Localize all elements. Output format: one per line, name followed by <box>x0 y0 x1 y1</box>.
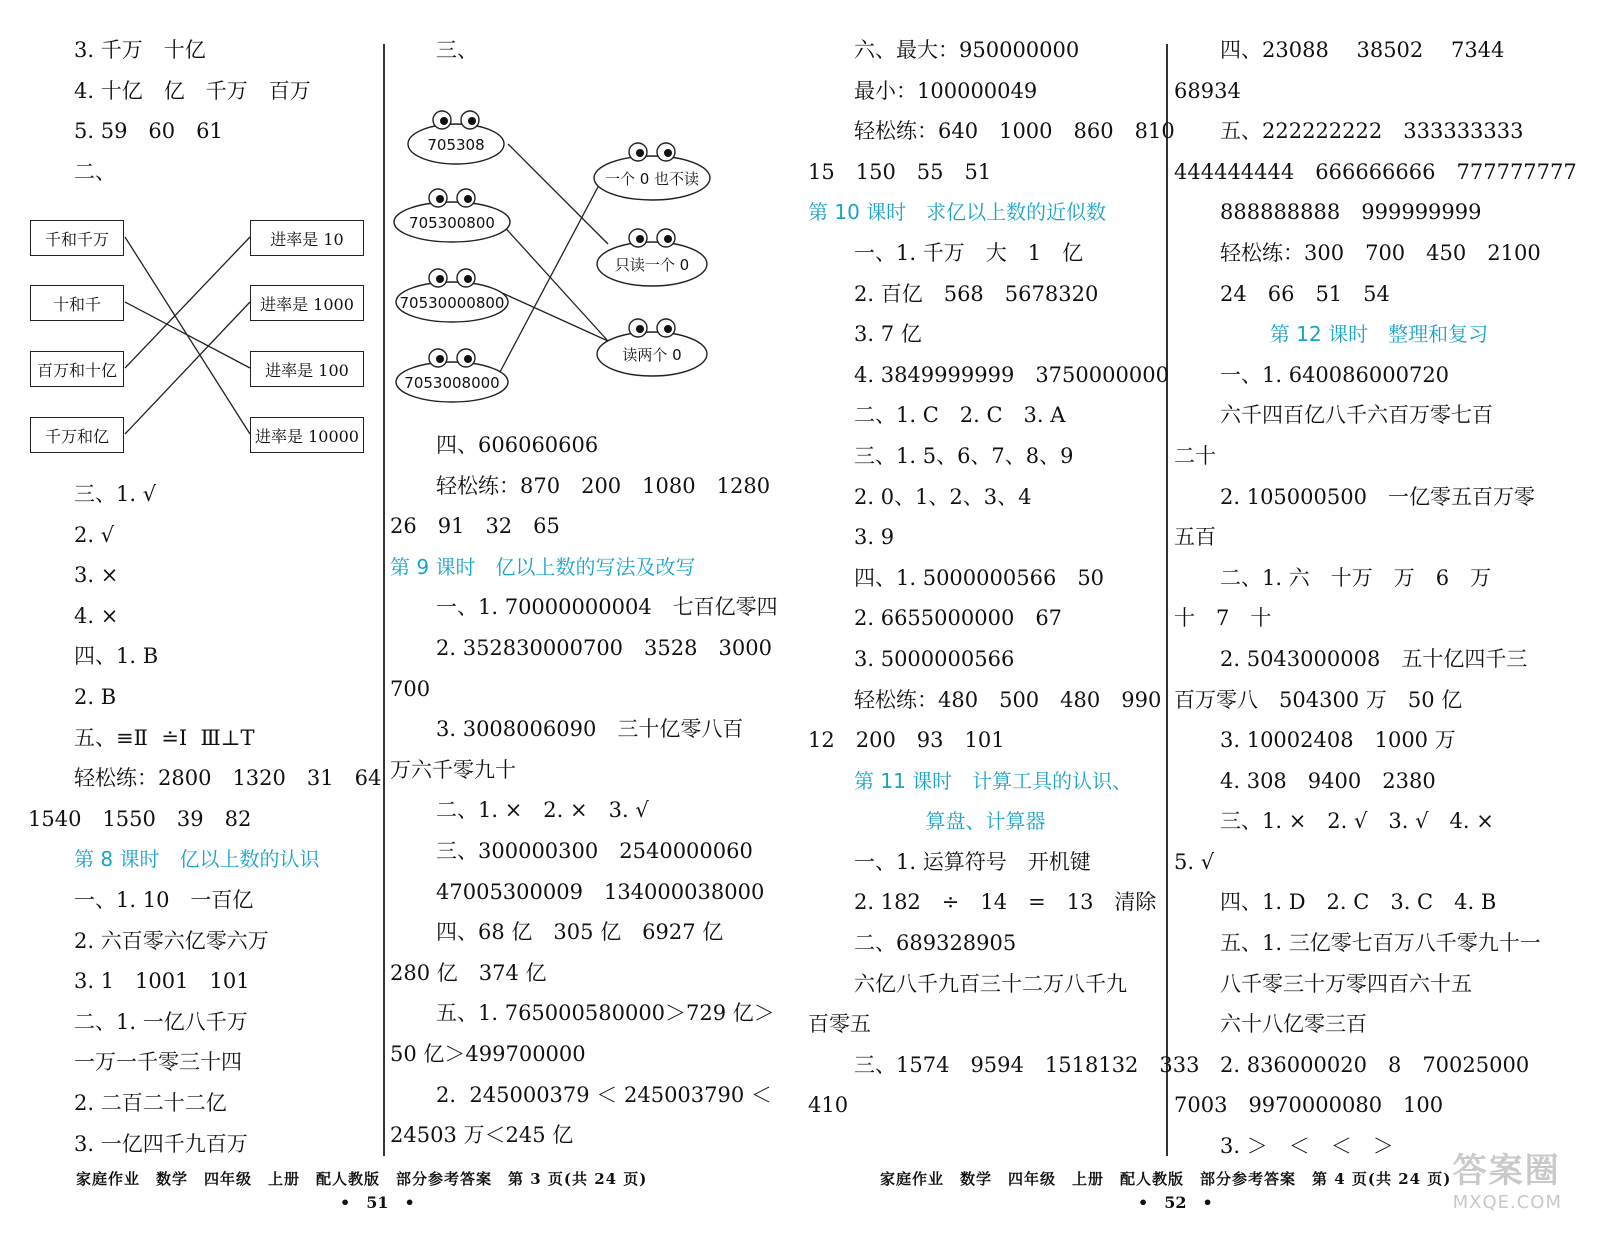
section-heading: 三、 <box>436 38 478 62</box>
answer-line: 三、1574 9594 1518132 333 <box>854 1052 1200 1077</box>
answer-line: 二、1. 一亿八千万 <box>74 1009 248 1034</box>
answer-line: 六、最大：950000000 <box>854 38 1080 62</box>
answer-line: 700 <box>390 676 431 701</box>
answer-line: 410 <box>808 1093 849 1118</box>
answer-line: 7003 9970000080 100 <box>1174 1093 1444 1118</box>
answer-line: 26 91 32 65 <box>390 514 560 539</box>
matching-diagram <box>28 210 373 460</box>
answer-line: 68934 <box>1174 78 1241 103</box>
answer-line: 三、300000300 2540000060 <box>436 838 753 863</box>
answer-line: 2. 二百二十二亿 <box>74 1090 227 1115</box>
answer-line: 2. 245000379 ＜ 245003790 ＜ <box>436 1082 772 1107</box>
answer-line: 二、1. × 2. × 3. √ <box>436 798 649 823</box>
answer-line: 280 亿 374 亿 <box>390 960 547 985</box>
lesson-heading: 第 10 课时 求亿以上数的近似数 <box>808 200 1107 225</box>
matching-right-box: 进率是 100 <box>250 351 364 387</box>
matching-left-box: 十和千 <box>30 285 124 321</box>
column-1-top <box>28 30 378 192</box>
answer-line: 二、1. C 2. C 3. A <box>854 403 1066 428</box>
cloud-label: 读两个 0 <box>622 346 682 364</box>
lesson-heading: 第 11 课时 计算工具的认识、 <box>854 768 1133 793</box>
answer-line: 2. 0、1、2、3、4 <box>854 484 1032 509</box>
answer-line: 四、1. 5000000566 50 <box>854 565 1105 590</box>
answer-line: 2. √ <box>74 522 115 547</box>
answer-line: 六亿八千九百三十二万八千九 <box>854 971 1127 996</box>
answer-line: 一、1. 70000000004 七百亿零四 <box>436 595 778 620</box>
lesson-heading: 算盘、计算器 <box>925 809 1046 834</box>
answer-line: 4. 308 9400 2380 <box>1220 768 1436 793</box>
answer-line: 二、 <box>74 159 116 184</box>
matching-right-box: 进率是 1000 <box>250 285 364 321</box>
cloud-label: 一个 0 也不读 <box>604 170 700 188</box>
answer-line: 5. 59 60 61 <box>74 119 223 144</box>
frog-clouds <box>390 96 750 416</box>
answer-line: 1540 1550 39 82 <box>28 806 252 831</box>
answer-line: 3. 5000000566 <box>854 646 1015 671</box>
number-cloud <box>408 111 504 164</box>
answer-line: 3. 3008006090 三十亿零八百 <box>436 717 744 742</box>
answer-line: 八千零三十万零四百六十五 <box>1220 971 1472 996</box>
answer-line: 24 66 51 54 <box>1220 281 1390 306</box>
answer-line: 轻松练：870 200 1080 1280 <box>436 473 771 498</box>
answer-line: 444444444 666666666 777777777 <box>1174 159 1577 184</box>
answer-line: 3. 一亿四千九百万 <box>74 1131 248 1156</box>
matching-left-box: 千和千万 <box>30 220 124 256</box>
answer-line: 四、68 亿 305 亿 6927 亿 <box>436 920 724 945</box>
answer-line: 3. 1 1001 101 <box>74 969 250 994</box>
answer-line: 十 7 十 <box>1174 606 1272 631</box>
number-cloud <box>394 189 510 242</box>
column-2-heading <box>390 30 760 71</box>
answer-line: 四、1. D 2. C 3. C 4. B <box>1220 890 1497 915</box>
answer-line: 3. 9 <box>854 525 895 550</box>
answer-line: 2. 百亿 568 5678320 <box>854 281 1099 306</box>
answer-line: 12 200 93 101 <box>808 728 1005 753</box>
reading-cloud <box>594 143 710 200</box>
answer-line: 五、222222222 333333333 <box>1220 119 1524 144</box>
answer-line: 三、1. × 2. √ 3. √ 4. × <box>1220 809 1494 834</box>
answer-line: 2. 836000020 8 70025000 <box>1220 1052 1530 1077</box>
number-cloud <box>396 269 508 322</box>
watermark-logo-text: 答案圈 <box>1452 1151 1561 1191</box>
answer-line: 五、1. 765000580000＞729 亿＞ <box>436 1001 775 1026</box>
answer-line: 万六千零九十 <box>390 757 516 782</box>
matching-left-box: 千万和亿 <box>30 417 124 453</box>
answer-line: 轻松练：640 1000 860 810 <box>854 119 1175 144</box>
matching-right-box: 进率是 10000 <box>250 417 364 453</box>
column-divider-2 <box>1166 44 1168 1156</box>
answer-line: 二、689328905 <box>854 931 1017 956</box>
answer-line: 2. 6655000000 67 <box>854 606 1063 631</box>
cloud-label: 只读一个 0 <box>614 256 690 274</box>
matching-left-box: 百万和十亿 <box>30 351 124 387</box>
answer-line: 2. 352830000700 3528 3000 <box>436 635 772 660</box>
answer-line: 2. 5043000008 五十亿四千三 <box>1220 646 1528 671</box>
answer-line: 二十 <box>1174 443 1216 468</box>
answer-line: 三、1. 5、6、7、8、9 <box>854 443 1074 468</box>
lesson-heading: 第 9 课时 亿以上数的写法及改写 <box>390 554 696 579</box>
answer-line: 50 亿＞499700000 <box>390 1041 586 1066</box>
cloud-label: 70530000800 <box>399 294 505 312</box>
answer-line: 四、606060606 <box>436 433 599 457</box>
answer-line: 5. √ <box>1174 849 1215 874</box>
answer-line: 一、1. 千万 大 1 亿 <box>854 240 1084 265</box>
answer-line: 三、1. √ <box>74 482 157 506</box>
answer-line: 五、≡Ⅱ ≐Ⅰ Ⅲ⊥T <box>74 725 255 750</box>
answer-line: 轻松练：480 500 480 990 <box>854 687 1162 712</box>
answer-line: 3. 千万 十亿 <box>74 38 206 62</box>
answer-line: 百零五 <box>808 1012 871 1037</box>
answer-line: 3. 7 亿 <box>854 322 922 347</box>
answer-line: 2. B <box>74 684 117 709</box>
answer-line: 24503 万＜245 亿 <box>390 1123 574 1148</box>
lesson-heading: 第 8 课时 亿以上数的认识 <box>74 847 320 872</box>
answer-line: 一、1. 10 一百亿 <box>74 887 254 912</box>
answer-line: 3. 10002408 1000 万 <box>1220 728 1456 753</box>
watermark <box>1453 1143 1562 1213</box>
column-divider-1 <box>383 44 385 1156</box>
answer-line: 3. ＞ ＜ ＜ ＞ <box>1220 1134 1394 1159</box>
answer-line: 最小：100000049 <box>854 78 1038 103</box>
frog-diagram <box>390 96 750 416</box>
answer-line: 五、1. 三亿零七百万八千零九十一 <box>1220 931 1541 956</box>
footer-right: 家庭作业 数学 四年级 上册 配人教版 部分参考答案 第 4 页(共 24 页) <box>880 1170 1452 1188</box>
answer-line: 2. 105000500 一亿零五百万零 <box>1220 484 1535 509</box>
cloud-label: 705300800 <box>409 214 495 232</box>
column-2-lines <box>390 425 778 1156</box>
answer-line: 轻松练：300 700 450 2100 <box>1220 240 1541 265</box>
answer-line: 4. 3849999999 3750000000 <box>854 362 1169 387</box>
answer-line: 百万零八 504300 万 50 亿 <box>1174 687 1463 712</box>
watermark-url: MXQE.COM <box>1452 1192 1562 1213</box>
answer-line: 二、1. 六 十万 万 6 万 <box>1220 565 1492 590</box>
cloud-label: 705308 <box>427 136 485 154</box>
answer-line: 888888888 999999999 <box>1220 200 1482 225</box>
answer-line: 四、23088 38502 7344 <box>1220 38 1505 62</box>
answer-line: 轻松练：2800 1320 31 64 <box>74 766 382 791</box>
column-1-bottom <box>28 474 382 1164</box>
answer-line: 47005300009 134000038000 <box>436 879 765 904</box>
footer-left: 家庭作业 数学 四年级 上册 配人教版 部分参考答案 第 3 页(共 24 页) <box>76 1170 648 1188</box>
answer-line: 15 150 55 51 <box>808 159 992 184</box>
answer-line: 4. × <box>74 603 119 628</box>
lesson-heading: 第 12 课时 整理和复习 <box>1269 322 1489 347</box>
page-number-right: • 52 • <box>1138 1193 1213 1212</box>
answer-line: 4. 十亿 亿 千万 百万 <box>74 78 311 103</box>
answer-line: 四、1. B <box>74 644 159 669</box>
answer-line: 3. × <box>74 563 119 588</box>
matching-right-box: 进率是 10 <box>250 220 364 256</box>
answer-line: 五百 <box>1174 525 1216 550</box>
answer-line: 一、1. 运算符号 开机键 <box>854 849 1091 874</box>
reading-cloud <box>597 229 707 286</box>
reading-cloud <box>597 319 707 376</box>
answer-line: 六十八亿零三百 <box>1220 1012 1367 1037</box>
answer-line: 2. 182 ÷ 14 = 13 清除 <box>854 890 1157 915</box>
answer-line: 一、1. 640086000720 <box>1220 362 1450 387</box>
column-4-lines <box>1174 30 1584 1167</box>
answer-line: 六千四百亿八千六百万零七百 <box>1220 403 1493 428</box>
number-cloud <box>396 349 508 402</box>
page-number-left: • 51 • <box>340 1193 415 1212</box>
cloud-label: 7053008000 <box>404 374 500 392</box>
answer-line: 一万一千零三十四 <box>74 1050 242 1075</box>
answer-line: 2. 六百零六亿零六万 <box>74 928 269 953</box>
